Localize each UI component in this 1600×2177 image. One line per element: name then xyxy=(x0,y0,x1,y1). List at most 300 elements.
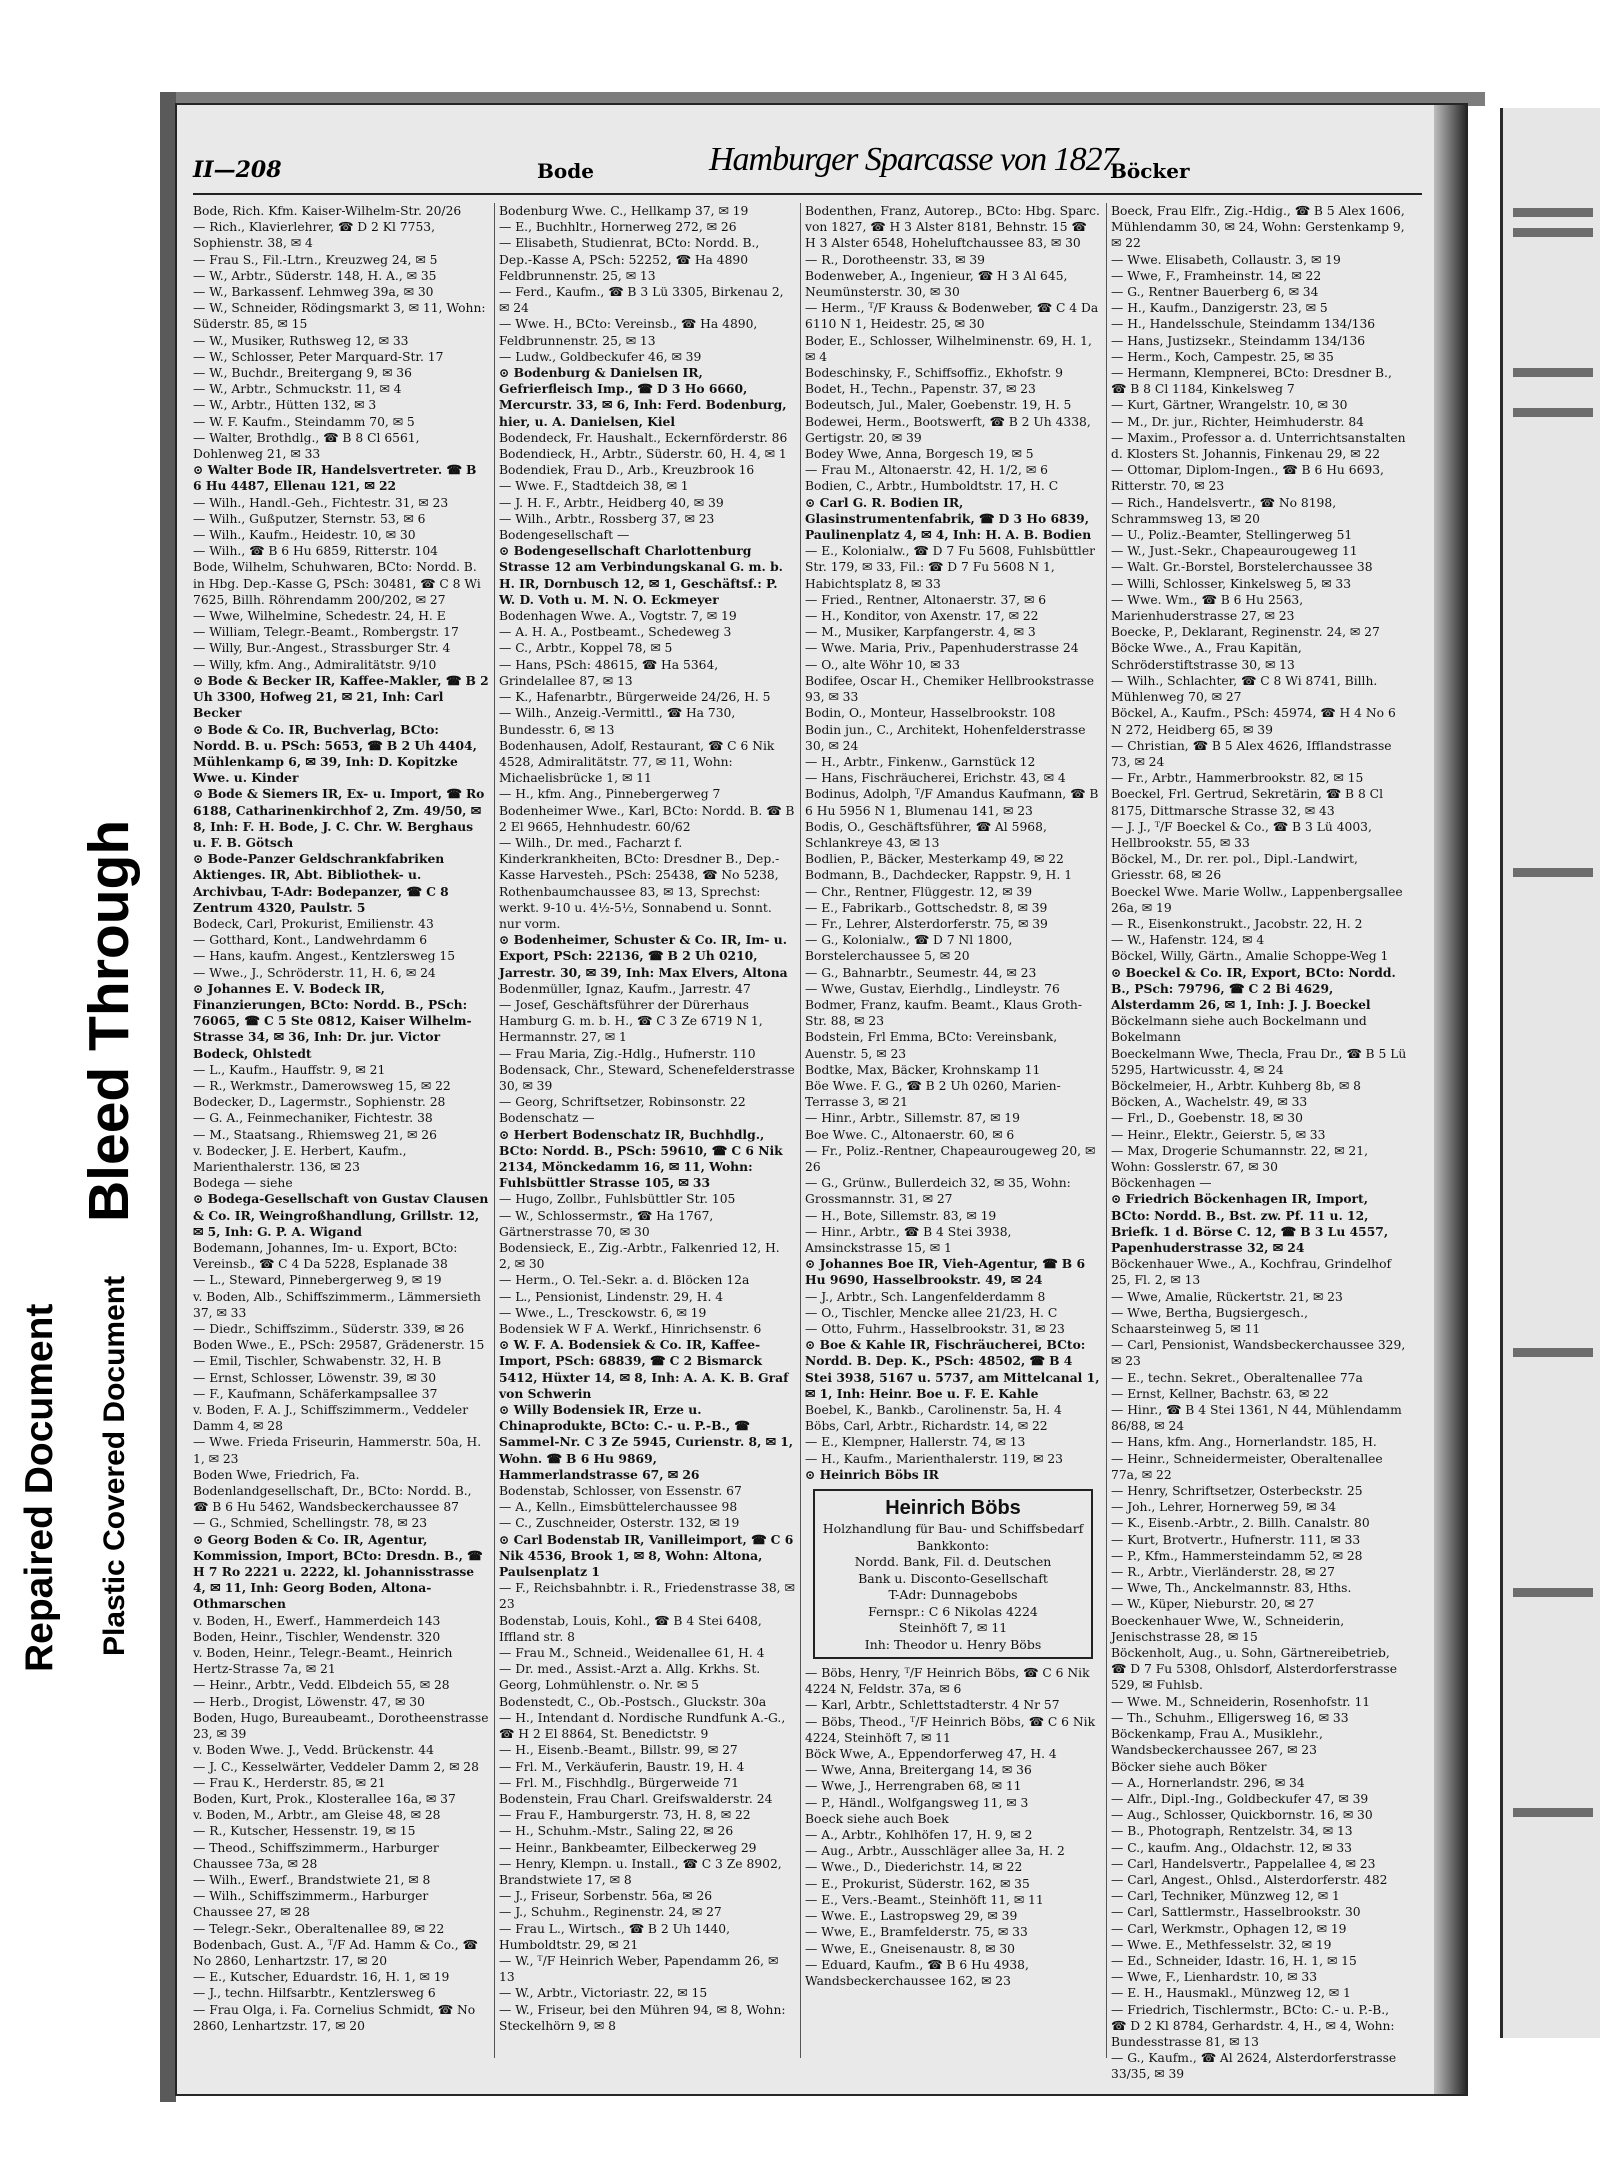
directory-entry: — Wwe. Elisabeth, Collaustr. 3, ✉ 19 xyxy=(1111,252,1341,267)
directory-entry: Bodenstedt, C., Ob.-Postsch., Gluckstr. 30a xyxy=(499,1694,767,1709)
directory-entry: — Hans, kfm. Ang., Hornerlandstr. 185, H. xyxy=(1111,1435,1377,1450)
directory-entry: — Walt. Gr.-Borstel, Borstelerchaussee 38 xyxy=(1111,560,1373,575)
directory-entry: Bodenheimer Wwe., Karl, BCto: Nordd. B. ☎ B 2 El 9665, Hehnhudestr. 60/62 xyxy=(499,803,795,834)
directory-entry: — Wilh., Dr. med., Facharzt f. Kinderkrankheiten, BCto: Dresdner B., Dep.-Kasse Harvesteh., PSch: 25438, ☎ No 5238, Rothenbaumchaussee 83, ✉ 13, Sprechst: werkt. 9-10 u. 4½-5½, Sonnabend u. Sonnt. nur vorm. xyxy=(499,835,780,931)
directory-entry: — J., Schuhm., Reginenstr. 24, ✉ 27 xyxy=(499,1905,722,1920)
directory-entry: — Wwe, Wilhelmine, Schedestr. 24, H. E xyxy=(193,609,446,624)
directory-entry: — W., ᵀ/F Heinrich Weber, Papendamm 26, ✉ 13 xyxy=(499,1953,779,1985)
directory-entry: — E., Kolonialw., ☎ D 7 Fu 5608, Fuhlsbüttler Str. 179, ✉ 33, Fil.: ☎ D 7 Fu 5608 N 1, Habichtsplatz 8, ✉ 33 xyxy=(805,544,1095,591)
directory-entry: — Aug., Schlosser, Quickbornstr. 16, ✉ 30 xyxy=(1111,1808,1373,1823)
directory-entry: — Emil, Tischler, Schwabenstr. 32, H. B xyxy=(193,1354,442,1369)
directory-entry: ⊙ Bodengesellschaft Charlottenburg Strasse 12 am Verbindungskanal G. m. b. H. IR, Dornbusch 12, ✉ 1, Geschäftsf.: P. W. D. Voth u. M. N. O. Eckmeyer xyxy=(499,543,783,607)
directory-entry: — Hermann, Klempnerei, BCto: Dresdner B., ☎ B 8 Cl 1184, Kinkelsweg 7 xyxy=(1111,366,1392,397)
directory-entry: Bodlien, P., Bäcker, Mesterkamp 49, ✉ 22 xyxy=(805,852,1064,867)
directory-entry: — Carl, Angest., Ohlsd., Alsterdorferstr. 482 xyxy=(1111,1872,1388,1887)
directory-entry: Bode, Rich. Kfm. Kaiser-Wilhelm-Str. 20/26 xyxy=(193,204,462,218)
directory-entry: — Willy, kfm. Ang., Admiralitätstr. 9/10 xyxy=(193,657,437,672)
directory-entry: v. Boden, H., Ewerf., Hammerdeich 143 xyxy=(193,1613,441,1628)
directory-entry: — Wilh., Handl.-Geh., Fichtestr. 31, ✉ 23 xyxy=(193,495,449,510)
directory-column-2 xyxy=(499,203,795,2058)
directory-entry: — William, Telegr.-Beamt., Rombergstr. 17 xyxy=(193,625,459,640)
directory-entry: — L., Pensionist, Lindenstr. 29, H. 4 xyxy=(499,1289,724,1304)
directory-entry: — Carl, Sattlermstr., Hasselbrookstr. 30 xyxy=(1111,1905,1361,1920)
directory-entry: Böcken, A., Wachelstr. 49, ✉ 33 xyxy=(1111,1095,1308,1110)
directory-entry: Bodenbach, Gust. A., ᵀ/F Ad. Hamm & Co., ☎ No 2860, Lenhartzstr. 17, ✉ 20 xyxy=(193,1937,478,1968)
directory-entry: — W., Buchdr., Breitergang 9, ✉ 36 xyxy=(193,366,412,381)
directory-entry: — J., Arbtr., Sch. Langenfelderdamm 8 xyxy=(805,1289,1046,1304)
directory-entry: — G., Grünw., Bullerdeich 32, ✉ 35, Wohn: Grossmannstr. 31, ✉ 27 xyxy=(805,1176,1071,1207)
directory-entry: — Diedr., Schiffszimm., Süderstr. 339, ✉ 26 xyxy=(193,1322,465,1337)
directory-entry: Böckenhagen — xyxy=(1111,1176,1212,1191)
directory-entry: Boeck siehe auch Boek xyxy=(805,1811,949,1826)
directory-entry: Bodendeck, Fr. Haushalt., Eckernförderstr. 86 xyxy=(499,430,788,445)
directory-entry: v. Boden, Heinr., Telegr.-Beamt., Heinrich Hertz-Strasse 7a, ✉ 21 xyxy=(193,1646,453,1677)
directory-entry: — Böbs, Theod., ᵀ/F Heinrich Böbs, ☎ C 6 Nik 4224, Steinhöft 7, ✉ 11 xyxy=(805,1714,1096,1745)
directory-entry: — Wwe, J., Herrengraben 68, ✉ 11 xyxy=(805,1779,1022,1794)
directory-entry: — Wilh., Schiffszimmerm., Harburger Chaussee 27, ✉ 28 xyxy=(193,1889,429,1920)
directory-entry: Boeck, Frau Elfr., Zig.-Hdig., ☎ B 5 Alex 1606, Mühlendamm 30, ✉ 24, Wohn: Gerstenkamp 9, ✉ 22 xyxy=(1111,204,1405,251)
directory-entry: Boden, Kurt, Prok., Klosterallee 16a, ✉ 37 xyxy=(193,1791,456,1806)
directory-entry: ⊙ Walter Bode IR, Handelsvertreter. ☎ B 6 Hu 4487, Ellenau 121, ✉ 22 xyxy=(193,462,477,494)
directory-entry: — Frau F., Hamburgerstr. 73, H. 8, ✉ 22 xyxy=(499,1808,751,1823)
directory-entry: — Frau K., Herderstr. 85, ✉ 21 xyxy=(193,1775,386,1790)
directory-entry: — Hans, PSch: 48615, ☎ Ha 5364, Grindelallee 87, ✉ 13 xyxy=(499,657,719,688)
directory-entry: — Chr., Rentner, Flüggestr. 12, ✉ 39 xyxy=(805,884,1033,899)
directory-entry: — W., Hafenstr. 124, ✉ 4 xyxy=(1111,933,1265,948)
directory-entry: Böcker siehe auch Böker xyxy=(1111,1759,1267,1774)
directory-entry: — W., Arbtr., Hütten 132, ✉ 3 xyxy=(193,398,377,413)
directory-entry: — Ed., Schneider, Idastr. 16, H. 1, ✉ 15 xyxy=(1111,1953,1357,1968)
directory-entry: — Hinr., Arbtr., Sillemstr. 87, ✉ 19 xyxy=(805,1111,1020,1126)
directory-entry: — Frau Olga, i. Fa. Cornelius Schmidt, ☎ No 2860, Lenhartzstr. 17, ✉ 20 xyxy=(193,2002,476,2033)
directory-entry: — E., Fabrikarb., Gottschedstr. 8, ✉ 39 xyxy=(805,900,1048,915)
directory-entry: — Otto, Fuhrm., Hasselbrookstr. 31, ✉ 23 xyxy=(805,1322,1065,1337)
directory-entry: ⊙ Bode & Siemers IR, Ex- u. Import, ☎ Ro 6188, Catharinenkirchhof 2, Zm. 49/50, ✉ 8, Inh: F. H. Bode, J. C. Chr. W. Berghaus u. F. B. Götsch xyxy=(193,786,485,850)
directory-entry: — H., Kaufm., Danzigerstr. 23, ✉ 5 xyxy=(1111,301,1328,316)
directory-entry: Bodeck, Carl, Prokurist, Emilienstr. 43 xyxy=(193,916,434,931)
directory-entry: — Wilh., Ewerf., Brandstwiete 21, ✉ 8 xyxy=(193,1872,431,1887)
directory-entry: ⊙ Bode & Co. IR, Buchverlag, BCto: Nordd. B. u. PSch: 5653, ☎ B 2 Uh 4404, Mühlenkamp 6, ✉ 39, Inh: D. Kopitzke Wwe. u. Kinder xyxy=(193,721,477,786)
directory-entry: — E., Buchhltr., Hornerweg 272, ✉ 26 xyxy=(499,220,737,235)
directory-entry: Bodemann, Johannes, Im- u. Export, BCto: Vereinsb., ☎ C 4 Da 5228, Esplanade 38 xyxy=(193,1241,458,1272)
directory-entry: — Rich., Handelsvertr., ☎ No 8198, Schrammsweg 13, ✉ 20 xyxy=(1111,495,1337,526)
directory-entry: — Carl, Techniker, Münzweg 12, ✉ 1 xyxy=(1111,1889,1340,1904)
directory-entry: — A. H. A., Postbeamt., Schedeweg 3 xyxy=(499,625,732,640)
ad-bank-heading: Bankkonto: xyxy=(916,1537,990,1553)
directory-entry: — Wwe, F., Framheinstr. 14, ✉ 22 xyxy=(1111,268,1322,283)
directory-entry: — M., Staatsang., Rhiemsweg 21, ✉ 26 xyxy=(193,1127,437,1142)
directory-entry: ⊙ Bode-Panzer Geldschrankfabriken Aktienges. IR, Abt. Bibliothek- u. Archivbau, T-Adr: Bodepanzer, ☎ C 8 Zentrum 4320, Paulstr. 5 xyxy=(193,851,449,915)
directory-entry: Bodensieck, E., Zig.-Arbtr., Falkenried 12, H. 2, ✉ 30 xyxy=(499,1241,780,1272)
directory-entry: — R., Eisenkonstrukt., Jacobstr. 22, H. 2 xyxy=(1111,916,1363,931)
directory-entry: Bodenhausen, Adolf, Restaurant, ☎ C 6 Nik 4528, Admiralitätstr. 77, ✉ 11, Wohn: Michaelisbrücke 1, ✉ 11 xyxy=(499,738,775,786)
directory-entry: Böckenkamp, Frau A., Musiklehr., Wandsbeckerchaussee 267, ✉ 23 xyxy=(1111,1727,1323,1758)
directory-entry: — Hugo, Zollbr., Fuhlsbüttler Str. 105 xyxy=(499,1192,736,1207)
directory-entry: — Ernst, Kellner, Bachstr. 63, ✉ 22 xyxy=(1111,1386,1329,1401)
directory-entry: — Herb., Drogist, Löwenstr. 47, ✉ 30 xyxy=(193,1694,425,1709)
directory-column-4 xyxy=(1111,203,1407,2082)
directory-entry: — Wwe, Amalie, Rückertstr. 21, ✉ 23 xyxy=(1111,1289,1343,1304)
directory-entry: — Rich., Klavierlehrer, ☎ D 2 Kl 7753, Sophienstr. 38, ✉ 4 xyxy=(193,220,436,251)
directory-entry: Bodensack, Chr., Steward, Schenefelderstrasse 30, ✉ 39 xyxy=(499,1062,795,1093)
directory-entry: Bodenweber, A., Ingenieur, ☎ H 3 Al 645, Neumünsterstr. 30, ✉ 30 xyxy=(805,268,1068,300)
directory-entry: Böcke Wwe., A., Frau Kapitän, Schröderstiftstrasse 30, ✉ 13 xyxy=(1111,641,1302,672)
directory-entry: — Frau M., Altonaerstr. 42, H. 1/2, ✉ 6 xyxy=(805,463,1048,478)
directory-entry: — J. C., Kesselwärter, Veddeler Damm 2, ✉ 28 xyxy=(193,1759,479,1774)
directory-entry: — R., Kutscher, Hessenstr. 19, ✉ 15 xyxy=(193,1824,416,1839)
directory-entry: — W., Arbtr., Schmuckstr. 11, ✉ 4 xyxy=(193,382,402,397)
directory-entry: — Wwe., L., Tresckowstr. 6, ✉ 19 xyxy=(499,1305,707,1320)
directory-entry: — Telegr.-Sekr., Oberaltenallee 89, ✉ 22 xyxy=(193,1921,445,1936)
directory-entry: Böckelmeier, H., Arbtr. Kuhberg 8b, ✉ 8 xyxy=(1111,1078,1361,1093)
directory-entry: — Frl. M., Fischhdlg., Bürgerweide 71 xyxy=(499,1775,739,1790)
directory-entry: — P., Kfm., Hammersteindamm 52, ✉ 28 xyxy=(1111,1548,1363,1563)
directory-entry: — W., Schlossermstr., ☎ Ha 1767, Gärtnerstrasse 70, ✉ 30 xyxy=(499,1208,714,1239)
directory-entry: Boe Wwe. C., Altonaerstr. 60, ✉ 6 xyxy=(805,1127,1015,1142)
directory-entry: — Frau M., Schneid., Weidenallee 61, H. 4 xyxy=(499,1646,765,1661)
directory-entry: — W., Küper, Nieburstr. 20, ✉ 27 xyxy=(1111,1597,1315,1612)
directory-entry: — A., Arbtr., Kohlhöfen 17, H. 9, ✉ 2 xyxy=(805,1828,1033,1843)
directory-entry: — R., Arbtr., Vierländerstr. 28, ✉ 27 xyxy=(1111,1565,1335,1580)
directory-entry: Bodmann, B., Dachdecker, Rappstr. 9, H. 1 xyxy=(805,868,1073,883)
directory-entry: Boder, E., Schlosser, Wilhelminenstr. 69, H. 1, ✉ 4 xyxy=(805,333,1092,364)
directory-entry: — H., kfm. Ang., Pinnebergerweg 7 xyxy=(499,787,721,802)
directory-entry: — C., Zuschneider, Osterstr. 132, ✉ 19 xyxy=(499,1516,740,1531)
directory-entry: Bodey Wwe, Anna, Borgesch 19, ✉ 5 xyxy=(805,447,1034,462)
directory-entry: — Hinr., ☎ B 4 Stei 1361, N 44, Mühlendamm 86/88, ✉ 24 xyxy=(1111,1403,1402,1434)
directory-entry: — W., Friseur, bei den Mühren 94, ✉ 8, Wohn: Steckelhörn 9, ✉ 8 xyxy=(499,2002,786,2033)
directory-entry: — Carl, Werkmstr., Ophagen 12, ✉ 19 xyxy=(1111,1921,1347,1936)
directory-entry: Bodin jun., C., Architekt, Hohenfelderstrasse 30, ✉ 24 xyxy=(805,722,1086,753)
directory-entry: Boeckelmann Wwe, Thecla, Frau Dr., ☎ B 5 Lü 5295, Hartwicusstr. 4, ✉ 24 xyxy=(1111,1046,1407,1077)
directory-entry: Boden, Heinr., Tischler, Wendenstr. 320 xyxy=(193,1629,441,1644)
directory-entry: Bodien, C., Arbtr., Humboldtstr. 17, H. C xyxy=(805,479,1059,494)
directory-entry: — W. F. Kaufm., Steindamm 70, ✉ 5 xyxy=(193,414,415,429)
directory-entry: — J. H. F., Arbtr., Heidberg 40, ✉ 39 xyxy=(499,495,724,510)
directory-column-3 xyxy=(805,203,1101,2058)
directory-entry: v. Bodecker, J. E. Herbert, Kaufm., Marienthalerstr. 136, ✉ 23 xyxy=(193,1143,407,1174)
directory-entry: — Wwe, Anna, Breitergang 14, ✉ 36 xyxy=(805,1763,1032,1778)
directory-entry: — Wwe. M., Schneiderin, Rosenhofstr. 11 xyxy=(1111,1694,1371,1709)
ad-address: Steinhöft 7, ✉ 11 xyxy=(898,1620,1008,1636)
directory-entry: — W., Arbtr., Süderstr. 148, H. A., ✉ 35 xyxy=(193,268,437,283)
directory-entry: — Wwe., D., Diederichstr. 14, ✉ 22 xyxy=(805,1860,1023,1875)
directory-entry: — Kurt, Brotvertr., Hufnerstr. 111, ✉ 33 xyxy=(1111,1532,1361,1547)
directory-entry: — Heinr., Elektr., Geierstr. 5, ✉ 33 xyxy=(1111,1127,1326,1142)
directory-entry: — H., Schuhm.-Mstr., Saling 22, ✉ 26 xyxy=(499,1824,734,1839)
directory-entry: ⊙ Bode & Becker IR, Kaffee-Makler, ☎ B 2 Uh 3300, Hofweg 21, ✉ 21, Inh: Carl Becker xyxy=(193,672,489,721)
directory-entry: — O., alte Wöhr 10, ✉ 33 xyxy=(805,657,960,672)
directory-entry: v. Boden, Alb., Schiffszimmerm., Lämmersieth 37, ✉ 33 xyxy=(193,1289,481,1320)
directory-entry: — E., techn. Sekret., Oberaltenallee 77a xyxy=(1111,1370,1363,1385)
directory-entry: — Herm., O. Tel.-Sekr. a. d. Blöcken 12a xyxy=(499,1273,750,1288)
directory-entry: — Herm., Koch, Campestr. 25, ✉ 35 xyxy=(1111,349,1334,364)
directory-entry: ⊙ Georg Boden & Co. IR, Agentur, Kommission, Import, BCto: Dresdn. B., ☎ H 7 Ro 2221 u. 2222, kl. Johannisstrasse 4, ✉ 11, Inh: Georg Boden, Altona-Othmarschen xyxy=(193,1531,483,1612)
directory-entry: Böckel, M., Dr. rer. pol., Dipl.-Landwirt, Griesstr. 68, ✉ 26 xyxy=(1111,852,1358,883)
directory-entry: — Wilh., Gußputzer, Sternstr. 53, ✉ 6 xyxy=(193,511,426,526)
directory-entry: — R., Werkmstr., Damerowsweg 15, ✉ 22 xyxy=(193,1078,451,1093)
directory-entry: — H., Kaufm., Marienthalerstr. 119, ✉ 23 xyxy=(805,1451,1063,1466)
directory-entry: Böckel, Willy, Gärtn., Amalie Schoppe-Weg 1 xyxy=(1111,949,1389,964)
directory-entry: Bodeutsch, Jul., Maler, Goebenstr. 19, H. 5 xyxy=(805,398,1072,413)
directory-entry: — W., Schlosser, Peter Marquard-Str. 17 xyxy=(193,349,444,364)
directory-entry: Bodenburg Wwe. C., Hellkamp 37, ✉ 19 xyxy=(499,204,749,218)
directory-entry: — Heinr., Schneidermeister, Oberaltenallee 77a, ✉ 22 xyxy=(1111,1451,1383,1482)
ad-telegram-address: T-Adr: Dunnagebobs xyxy=(888,1587,1018,1603)
directory-entry: Boecke, P., Deklarant, Reginenstr. 24, ✉ 27 xyxy=(1111,625,1380,640)
directory-entry: — W., Arbtr., Victoriastr. 22, ✉ 15 xyxy=(499,1986,708,2001)
directory-entry: Bodenstab, Louis, Kohl., ☎ B 4 Stei 6408, Iffland str. 8 xyxy=(499,1613,762,1644)
directory-entry: Böckel, A., Kaufm., PSch: 45974, ☎ H 4 No 6 N 272, Heidberg 65, ✉ 39 xyxy=(1111,706,1396,737)
directory-entry: Bodendiek, Frau D., Arb., Kreuzbrook 16 xyxy=(499,463,755,478)
directory-entry: ⊙ Bodega-Gesellschaft von Gustav Clausen & Co. IR, Weingroßhandlung, Grillstr. 12, ✉ 5, Inh: G. P. A. Wigand xyxy=(193,1191,489,1239)
directory-entry: — U., Poliz.-Beamter, Stellingerweg 51 xyxy=(1111,528,1353,543)
directory-entry: — Wwe. H., BCto: Vereinsb., ☎ Ha 4890, Feldbrunnenstr. 25, ✉ 13 xyxy=(499,317,758,348)
repaired-document-label: Repaired Document xyxy=(18,1303,61,1672)
directory-entry: Feldbrunnenstr. 25, ✉ 13 xyxy=(499,268,656,283)
next-page-edge xyxy=(1500,108,1600,2038)
directory-entry: ⊙ Willy Bodensiek IR, Erze u. Chinaprodukte, BCto: C.- u. P.-B., ☎ Sammel-Nr. C 3 Ze 5945, Curienstr. 8, ✉ 1, Wohn. ☎ B 6 Hu 9869, Hammerlandstrasse 67, ✉ 26 xyxy=(499,1402,794,1482)
directory-entry: — E. H., Hausmakl., Münzweg 12, ✉ 1 xyxy=(1111,1986,1351,2001)
directory-entry: Bodis, O., Geschäftsführer, ☎ Al 5968, Schlankreye 43, ✉ 13 xyxy=(805,819,1047,850)
directory-entry: Bodmer, Franz, kaufm. Beamt., Klaus Groth-Str. 88, ✉ 23 xyxy=(805,997,1082,1029)
directory-entry: — W., Just.-Sekr., Chapeaurougeweg 11 xyxy=(1111,544,1358,559)
directory-entry: ⊙ W. F. A. Bodensiek & Co. IR, Kaffee-Import, PSch: 68839, ☎ C 2 Bismarck 5412, Hüxter 14, ✉ 8, Inh: A. A. K. B. Graf von Schwerin xyxy=(499,1337,789,1401)
ad-subtitle: Holzhandlung für Bau- und Schiffsbedarf xyxy=(822,1521,1084,1537)
plastic-covered-label: Plastic Covered Document xyxy=(98,1275,131,1656)
directory-entry: — Wwe. Wm., ☎ B 6 Hu 2563, Marienhuderstrasse 27, ✉ 23 xyxy=(1111,592,1304,624)
directory-entry: — Frau L., Wirtsch., ☎ B 2 Uh 1440, Humboldtstr. 29, ✉ 21 xyxy=(499,1921,730,1952)
directory-entry: — Ernst, Schlosser, Löwenstr. 39, ✉ 30 xyxy=(193,1370,437,1385)
directory-entry: — Carl, Handelsvertr., Pappelallee 4, ✉ 23 xyxy=(1111,1856,1376,1871)
directory-entry: — L., Kaufm., Hauffstr. 9, ✉ 21 xyxy=(193,1062,386,1077)
directory-entry: — H., Konditor, von Axenstr. 17, ✉ 22 xyxy=(805,609,1039,624)
directory-entry: Bodecker, D., Lagermstr., Sophienstr. 28 xyxy=(193,1095,446,1110)
directory-entry: Bodin, O., Monteur, Hasselbrookstr. 108 xyxy=(805,706,1056,721)
directory-entry: — Theod., Schiffszimmerm., Harburger Chaussee 73a, ✉ 28 xyxy=(193,1840,439,1871)
directory-entry: — H., Arbtr., Finkenw., Garnstück 12 xyxy=(805,754,1036,769)
directory-entry: — E., Prokurist, Süderstr. 162, ✉ 35 xyxy=(805,1876,1030,1891)
scanned-page xyxy=(175,103,1468,2096)
directory-entry: — Wwe, Th., Anckelmannstr. 83, Hths. xyxy=(1111,1581,1352,1596)
directory-entry: — W., Barkassenf. Lehmweg 39a, ✉ 30 xyxy=(193,285,434,300)
directory-entry: — Ludw., Goldbeckufer 46, ✉ 39 xyxy=(499,349,702,364)
directory-entry: Bodenstein, Frau Charl. Greifswalderstr. 24 xyxy=(499,1791,773,1806)
directory-entry: Böckenholt, Aug., u. Sohn, Gärtnereibetrieb, ☎ D 7 Fu 5308, Ohlsdorf, Alsterdorferstrasse 529, ✉ Fuhlsb. xyxy=(1111,1646,1397,1693)
directory-entry: v. Boden, M., Arbtr., am Gleise 48, ✉ 28 xyxy=(193,1808,441,1823)
directory-entry: — O., Tischler, Mencke allee 21/23, H. C xyxy=(805,1305,1058,1320)
directory-entry: — Maxim., Professor a. d. Unterrichtsanstalten d. Klosters St. Johannis, Finkenau 29, ✉ 22 xyxy=(1111,430,1406,462)
directory-entry: Bodensiek W F A. Werkf., Hinrichsenstr. 6 xyxy=(499,1322,762,1337)
directory-entry: Bodtke, Max, Bäcker, Krohnskamp 11 xyxy=(805,1062,1041,1077)
header-last-entry: Böcker xyxy=(1110,159,1190,183)
ad-phone: Fernspr.: C 6 Nikolas 4224 xyxy=(868,1603,1038,1619)
directory-entry: — G., Schmied, Schellingstr. 78, ✉ 23 xyxy=(193,1516,428,1531)
directory-entry: — Fr., Poliz.-Rentner, Chapeaurougeweg 20, ✉ 26 xyxy=(805,1143,1096,1174)
directory-entry: — E., Kutscher, Eduardstr. 16, H. 1, ✉ 19 xyxy=(193,1970,450,1985)
directory-entry: — Th., Schuhm., Elligersweg 16, ✉ 33 xyxy=(1111,1710,1349,1725)
ad-owners: Inh: Theodor u. Henry Böbs xyxy=(864,1636,1042,1652)
directory-entry: — Wwe. Frieda Friseurin, Hammerstr. 50a, H. 1, ✉ 23 xyxy=(193,1435,482,1466)
directory-entry: Boden Wwe, Friedrich, Fa. Bodenlandgesellschaft, Dr., BCto: Nordd. B., ☎ B 6 Hu 5462, Wandsbeckerchaussee 87 xyxy=(193,1467,472,1515)
directory-entry: — J., techn. Hilfsarbtr., Kentzlersweg 6 xyxy=(193,1986,436,2001)
directory-entry: — Friedrich, Tischlermstr., BCto: C.- u. P.-B., ☎ D 2 Kl 8784, Gerhardstr. 4, H., ✉ 4, Wohn: Bundesstrasse 81, ✉ 13 xyxy=(1111,2002,1395,2049)
directory-entry: — Wwe, F., Lienhardstr. 10, ✉ 33 xyxy=(1111,1970,1318,1985)
directory-entry: — H., Eisenb.-Beamt., Billstr. 99, ✉ 27 xyxy=(499,1743,738,1758)
directory-entry: — H., Bote, Sillemstr. 83, ✉ 19 xyxy=(805,1208,997,1223)
directory-entry: — Henry, Schriftsetzer, Osterbeckstr. 25 xyxy=(1111,1484,1363,1499)
directory-columns xyxy=(193,203,1423,2082)
directory-entry: ⊙ Bodenheimer, Schuster & Co. IR, Im- u. Export, PSch: 22136, ☎ B 2 Uh 0210, Jarrestr. 30, ✉ 39, Inh: Max Elvers, Altona xyxy=(499,932,788,980)
directory-entry: Boden, Hugo, Bureaubeamt., Dorotheenstrasse 23, ✉ 39 xyxy=(193,1710,489,1742)
directory-entry: — Ottomar, Diplom-Ingen., ☎ B 6 Hu 6693, Ritterstr. 70, ✉ 23 xyxy=(1111,463,1384,494)
directory-entry: ⊙ Johannes Boe IR, Vieh-Agentur, ☎ B 6 Hu 9690, Hasselbrookstr. 49, ✉ 24 xyxy=(805,1256,1086,1288)
directory-entry: — Eduard, Kaufm., ☎ B 6 Hu 4938, Wandsbeckerchaussee 162, ✉ 23 xyxy=(805,1957,1029,1988)
directory-entry: ⊙ Johannes E. V. Bodeck IR, Finanzierungen, BCto: Nordd. B., PSch: 76065, ☎ C 5 Ste 0812, Kaiser Wilhelm-Strasse 34, ✉ 36, Inh: Dr. jur. Victor Bodeck, Ohlstedt xyxy=(193,980,472,1061)
directory-entry: ⊙ Bodenburg & Danielsen IR, Gefrierfleisch Imp., ☎ D 3 Ho 6660, Mercurstr. 33, ✉ 6, Inh: Ferd. Bodenburg, hier, u. A. Danielsen, Kiel xyxy=(499,365,787,429)
directory-entry: Bodendieck, H., Arbtr., Süderstr. 60, H. 4, ✉ 1 xyxy=(499,447,787,462)
directory-entry: — Heinr., Arbtr., Vedd. Elbdeich 55, ✉ 28 xyxy=(193,1678,450,1693)
directory-entry: Böckenhauer Wwe., A., Kochfrau, Grindelhof 25, Fl. 2, ✉ 13 xyxy=(1111,1257,1392,1288)
directory-entry: Bodega — siehe xyxy=(193,1176,293,1191)
directory-entry: — Josef, Geschäftsführer der Dürerhaus Hamburg G. m. b. H., ☎ C 3 Ze 6719 N 1, Hermannstr. 27, ✉ 1 xyxy=(499,997,763,1045)
directory-entry: — C., Arbtr., Koppel 78, ✉ 5 xyxy=(499,641,673,656)
directory-entry: — Fr., Arbtr., Hammerbrookstr. 82, ✉ 15 xyxy=(1111,771,1364,786)
directory-entry: — Georg, Schriftsetzer, Robinsonstr. 22 xyxy=(499,1095,746,1110)
directory-entry: — Wwe. E., Methfesselstr. 32, ✉ 19 xyxy=(1111,1937,1332,1952)
directory-entry: ⊙ Carl Bodenstab IR, Vanilleimport, ☎ C 6 Nik 4536, Brook 1, ✉ 8, Wohn: Altona, Paulsenplatz 1 xyxy=(499,1531,794,1580)
directory-entry: Boebel, K., Bankb., Carolinenstr. 5a, H. 4 xyxy=(805,1403,1062,1418)
directory-entry: — Hans, kaufm. Angest., Kentzlersweg 15 xyxy=(193,949,456,964)
directory-entry: — H., Intendant d. Nordische Rundfunk A.-G., ☎ H 2 El 8864, St. Benedictstr. 9 xyxy=(499,1710,786,1742)
directory-entry: — Fried., Rentner, Altonaerstr. 37, ✉ 6 xyxy=(805,592,1047,607)
directory-entry: Bodenthen, Franz, Autorep., BCto: Hbg. Sparc. von 1827, ☎ H 3 Alster 8181, Behnstr. 15 ☎ H 3 Alster 6548, Hoheluftchaussee 83, ✉ 30 xyxy=(805,204,1100,251)
scan-shadow-left xyxy=(160,92,176,2102)
directory-entry: — Wwe. F., Stadtdeich 38, ✉ 1 xyxy=(499,479,689,494)
directory-entry: — Alfr., Dipl.-Ing., Goldbeckufer 47, ✉ 39 xyxy=(1111,1791,1369,1806)
directory-entry: — H., Handelsschule, Steindamm 134/136 xyxy=(1111,317,1376,332)
directory-entry: — L., Steward, Pinnebergerweg 9, ✉ 19 xyxy=(193,1273,442,1288)
header-rule xyxy=(193,193,1422,195)
directory-entry: — M., Musiker, Karpfangerstr. 4, ✉ 3 xyxy=(805,625,1036,640)
directory-entry: Bodewei, Herm., Bootswerft, ☎ B 2 Uh 4338, Gertigstr. 20, ✉ 39 xyxy=(805,414,1091,445)
directory-entry: Bodifee, Oscar H., Chemiker Hellbrookstrasse 93, ✉ 33 xyxy=(805,673,1094,705)
directory-entry: Bodenmüller, Ignaz, Kaufm., Jarrestr. 47 xyxy=(499,981,751,996)
directory-entry: Boden Wwe., E., PSch: 29587, Grädenerstr. 15 xyxy=(193,1338,485,1353)
directory-entry: Böe Wwe. F. G., ☎ B 2 Uh 0260, Marien-Terrasse 3, ✉ 21 xyxy=(805,1078,1061,1110)
header-banner: Hamburger Sparcasse von 1827 xyxy=(709,141,1118,178)
directory-entry: ⊙ Carl G. R. Bodien IR, Glasinstrumentenfabrik, ☎ D 3 Ho 6839, Paulinenplatz 4, ✉ 4, Inh: H. A. B. Bodien xyxy=(805,494,1092,543)
ad-bank-line: Bank u. Disconto-Gesellschaft xyxy=(858,1570,1048,1586)
directory-entry: — Joh., Lehrer, Hornerweg 59, ✉ 34 xyxy=(1111,1500,1337,1515)
directory-entry: — Aug., Arbtr., Ausschläger allee 3a, H. 2 xyxy=(805,1844,1065,1859)
directory-entry: Böckelmann siehe auch Bockelmann und Bokelmann xyxy=(1111,1014,1367,1045)
directory-entry: Bodeschinsky, F., Schiffsoffiz., Ekhofstr. 9 xyxy=(805,366,1064,381)
directory-entry: — J. J., ᵀ/F Boeckel & Co., ☎ B 3 Lü 4003, Hellbrookstr. 55, ✉ 33 xyxy=(1111,819,1372,850)
directory-entry: — Kurt, Gärtner, Wrangelstr. 10, ✉ 30 xyxy=(1111,398,1348,413)
directory-entry: v. Boden, F. A. J., Schiffszimmerm., Veddeler Damm 4, ✉ 28 xyxy=(193,1403,469,1434)
directory-entry: Boeckel Wwe. Marie Wollw., Lappenbergsallee 26a, ✉ 19 xyxy=(1111,884,1403,915)
directory-entry: — Wwe., J., Schröderstr. 11, H. 6, ✉ 24 xyxy=(193,965,436,980)
page-header xyxy=(177,141,1434,193)
directory-entry: — Wwe, E., Bramfelderstr. 75, ✉ 33 xyxy=(805,1925,1028,1940)
directory-entry: — Böbs, Henry, ᵀ/F Heinrich Böbs, ☎ C 6 Nik 4224 N, Feldstr. 37a, ✉ 6 xyxy=(805,1666,1090,1697)
directory-entry: Bodinus, Adolph, ᵀ/F Amandus Kaufmann, ☎ B 6 Hu 5956 N 1, Blumenau 141, ✉ 23 xyxy=(805,787,1099,818)
directory-entry: — Wwe, Bertha, Bugsiergesch., Schaarsteinweg 5, ✉ 11 xyxy=(1111,1305,1308,1337)
directory-entry: — Christian, ☎ B 5 Alex 4626, Ifflandstrasse 73, ✉ 24 xyxy=(1111,738,1392,769)
directory-entry: ⊙ Boe & Kahle IR, Fischräucherei, BCto: Nordd. B. Dep. K., PSch: 48502, ☎ B 4 Stei 3938, 5167 u. 5737, am Mittelcanal 1, ✉ 1, Inh: Heinr. Boe u. F. E. Kahle xyxy=(805,1337,1100,1401)
directory-entry: — Karl, Arbtr., Schlettstadterstr. 4 Nr 57 xyxy=(805,1698,1060,1713)
directory-entry: — Wilh., Kaufm., Heidestr. 10, ✉ 30 xyxy=(193,528,416,543)
directory-entry: — Wwe. Maria, Priv., Papenhuderstrasse 24 xyxy=(805,641,1079,656)
directory-entry: — W., Schneider, Rödingsmarkt 3, ✉ 11, Wohn: Süderstr. 85, ✉ 15 xyxy=(193,301,486,332)
directory-entry: — Henry, Klempn. u. Install., ☎ C 3 Ze 8902, Brandstwiete 17, ✉ 8 xyxy=(499,1856,782,1887)
directory-entry: Böbs, Carl, Arbtr., Richardstr. 14, ✉ 22 xyxy=(805,1419,1048,1434)
directory-entry: Bodenstab, Schlosser, von Essenstr. 67 xyxy=(499,1484,742,1499)
directory-entry: — Frl., D., Goebenstr. 18, ✉ 30 xyxy=(1111,1111,1303,1126)
directory-entry: — Hinr., Arbtr., ☎ B 4 Stei 3938, Amsinckstrasse 15, ✉ 1 xyxy=(805,1224,1012,1255)
directory-entry: — A., Hornerlandstr. 296, ✉ 34 xyxy=(1111,1775,1305,1790)
directory-entry: — Wilh., Arbtr., Rossberg 37, ✉ 23 xyxy=(499,511,715,526)
directory-entry: ⊙ Boeckel & Co. IR, Export, BCto: Nordd. B., PSch: 79796, ☎ C 2 Bi 4629, Alsterdamm 26, ✉ 1, Inh: J. J. Boeckel xyxy=(1111,964,1396,1012)
directory-entry: Bode, Wilhelm, Schuhwaren, BCto: Nordd. B. in Hbg. Dep.-Kasse G, PSch: 30481, ☎ C 8 Wi 7625, Billh. Röhrendamm 200/202, ✉ 27 xyxy=(193,560,481,607)
directory-entry: Boeckenhauer Wwe, W., Schneiderin, Jenischstrasse 28, ✉ 15 xyxy=(1111,1613,1345,1644)
directory-column-1 xyxy=(193,203,489,2058)
directory-entry: — B., Photograph, Rentzelstr. 34, ✉ 13 xyxy=(1111,1824,1353,1839)
directory-entry: — Hans, Justizsekr., Steindamm 134/136 xyxy=(1111,333,1366,348)
directory-entry: — Frl. M., Verkäuferin, Baustr. 19, H. 4 xyxy=(499,1759,745,1774)
directory-entry: — Wwe. E., Lastropsweg 29, ✉ 39 xyxy=(805,1909,1018,1924)
directory-entry: — R., Dorotheenstr. 33, ✉ 39 xyxy=(805,252,985,267)
directory-entry: — Wwe, E., Gneisenaustr. 8, ✉ 30 xyxy=(805,1941,1015,1956)
advertisement-box xyxy=(813,1489,1093,1659)
directory-entry: — Ferd., Kaufm., ☎ B 3 Lü 3305, Birkenau 2, ✉ 24 xyxy=(499,285,784,316)
directory-entry: — Herm., ᵀ/F Krauss & Bodenweber, ☎ C 4 Da 6110 N 1, Heidestr. 25, ✉ 30 xyxy=(805,301,1099,332)
directory-entry: Boeckel, Frl. Gertrud, Sekretärin, ☎ B 8 Cl 8175, Dittmarsche Strasse 32, ✉ 43 xyxy=(1111,787,1384,818)
directory-entry: — P., Händl., Wolfgangsweg 11, ✉ 3 xyxy=(805,1795,1029,1810)
directory-entry: ⊙ Heinrich Böbs IR xyxy=(805,1466,939,1482)
directory-entry: ⊙ Herbert Bodenschatz IR, Buchhdlg., BCto: Nordd. B., PSch: 59610, ☎ C 6 Nik 2134, Mönckedamm 16, ✉ 11, Wohn: Fuhlsbüttler Strasse 105, ✉ 33 xyxy=(499,1126,783,1191)
directory-entry: — G., Kaufm., ☎ Al 2624, Alsterdorferstrasse 33/35, ✉ 39 xyxy=(1111,2051,1397,2082)
ad-bank-line: Nordd. Bank, Fil. d. Deutschen xyxy=(854,1554,1052,1570)
directory-entry: Bodstein, Frl Emma, BCto: Vereinsbank, Auenstr. 5, ✉ 23 xyxy=(805,1030,1058,1061)
header-first-entry: Bode xyxy=(537,159,594,183)
directory-entry: — Willy, Bur.-Angest., Strassburger Str. 4 xyxy=(193,641,451,656)
directory-entry: — Frau Maria, Zig.-Hdlg., Hufnerstr. 110 xyxy=(499,1046,756,1061)
directory-entry: — Wilh., Anzeig.-Vermittl., ☎ Ha 730, Bundesstr. 6, ✉ 13 xyxy=(499,706,736,737)
directory-entry: — Max, Drogerie Schumannstr. 22, ✉ 21, Wohn: Gosslerstr. 67, ✉ 30 xyxy=(1111,1143,1368,1174)
directory-entry: ⊙ Friedrich Böckenhagen IR, Import, BCto: Nordd. B., Bst. zw. Pf. 11 u. 12, Briefk. 1 d. Börse C. 12, ☎ B 3 Lu 4557, Papenhuderstrasse 32, ✉ 24 xyxy=(1111,1191,1389,1255)
directory-entry: — Wwe, Gustav, Eierhdlg., Lindleystr. 76 xyxy=(805,981,1060,996)
directory-entry: — Hans, Fischräucherei, Erichstr. 43, ✉ 4 xyxy=(805,771,1066,786)
directory-entry: — F., Reichsbahnbtr. i. R., Friedenstrasse 38, ✉ 23 xyxy=(499,1581,795,1612)
directory-entry: — G., Bahnarbtr., Seumestr. 44, ✉ 23 xyxy=(805,965,1037,980)
directory-entry: — C., kaufm. Ang., Oldachstr. 12, ✉ 33 xyxy=(1111,1840,1352,1855)
directory-entry: — G., Kolonialw., ☎ D 7 Nl 1800, Borstelerchaussee 5, ✉ 20 xyxy=(805,933,1013,964)
directory-entry: — E., Klempner, Hallerstr. 74, ✉ 13 xyxy=(805,1435,1026,1450)
directory-entry: — F., Kaufmann, Schäferkampsallee 37 xyxy=(193,1386,438,1401)
directory-entry: — Walter, Brothdlg., ☎ B 8 Cl 6561, Dohlenweg 21, ✉ 33 xyxy=(193,430,420,462)
directory-entry: Böck Wwe, A., Eppendorferweg 47, H. 4 xyxy=(805,1747,1057,1762)
directory-entry: — G., Rentner Bauerberg 6, ✉ 34 xyxy=(1111,285,1319,300)
directory-entry: — E., Vers.-Beamt., Steinhöft 11, ✉ 11 xyxy=(805,1892,1044,1907)
directory-entry: — Gotthard, Kont., Landwehrdamm 6 xyxy=(193,933,428,948)
directory-entry: — Dr. med., Assist.-Arzt a. Allg. Krkhs. St. Georg, Lohmühlenstr. o. Nr. ✉ 5 xyxy=(499,1662,761,1693)
directory-entry: — Fr., Lehrer, Alsterdorferstr. 75, ✉ 39 xyxy=(805,916,1048,931)
directory-entry: — Wilh., Schlachter, ☎ C 8 Wi 8741, Billh. Mühlenweg 70, ✉ 27 xyxy=(1111,673,1378,705)
directory-entry: — Willi, Schlosser, Kinkelsweg 5, ✉ 33 xyxy=(1111,576,1352,591)
directory-entry: Bodengesellschaft — xyxy=(499,528,630,543)
